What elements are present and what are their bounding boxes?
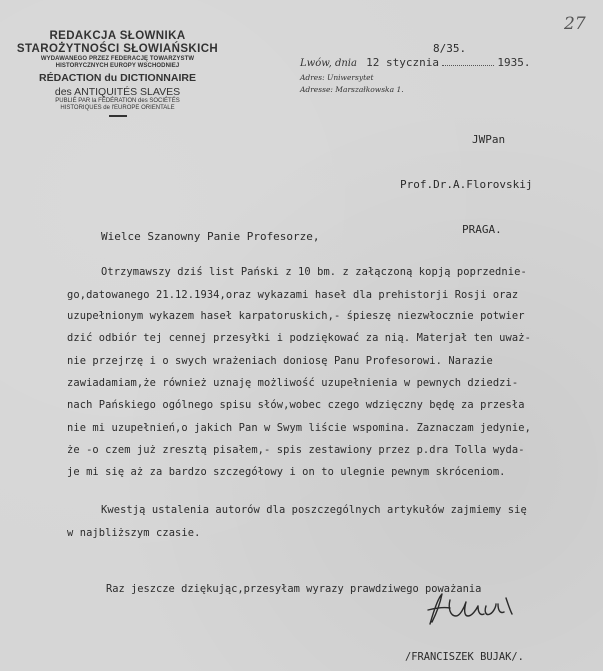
body-line-10: je mi się aż za bardzo szczegółowy i on to ulegnie pewnym skróceniom. (67, 466, 506, 478)
recipient-line3: PRAGA. (462, 223, 502, 236)
letterhead-fr-line1: RÉDACTION du DICTIONNAIRE (39, 72, 196, 85)
body-line-8: nie mi uzupełnień,o jakich Pan w Swym liście wspomina. Zaznaczam jedynie, (67, 422, 531, 434)
address-line2: Adresse: Marszałkowska 1. (300, 85, 404, 94)
address-line1: Adres: Uniwersytet (300, 73, 374, 82)
body-line-4: dzić odbiór tej cennej przesyłki i podziękować za nią. Materjał ten uważ- (67, 332, 531, 344)
letterhead (0, 30, 235, 117)
recipient-block (400, 102, 532, 267)
letterhead-fr-line4: HISTORIQUES de l'EUROPE ORIENTALE (60, 105, 175, 112)
body-line-5: nie przejrzę i o swych wrażeniach doniosę Panu Profesorowi. Narazie (67, 355, 493, 367)
body-line-3: uzupełnionym wykazem haseł karpatoruskich,- śpieszę niezwłocznie potwier (67, 310, 525, 322)
salutation: Wielce Szanowny Panie Profesorze, (101, 230, 320, 243)
letterhead-pl-line3: WYDAWANEGO PRZEZ FEDERACJĘ TOWARZYSTW (40, 56, 195, 63)
sender-address (300, 72, 404, 96)
archive-number: 27 (564, 14, 586, 34)
place-label: Lwów, dnia (300, 58, 357, 69)
reference-number: 8/35. (433, 42, 467, 55)
signer-name: /FRANCISZEK BUJAK/. (405, 651, 524, 663)
letterhead-pl-line4: HISTORYCZNYCH EUROPY WSCHODNIEJ (55, 63, 180, 70)
body-line-9: że -o czem już zresztą pisałem,- spis zestawiony przez p.dra Tolla wyda- (67, 444, 525, 456)
body-line-12: w najbliższym czasie. (67, 527, 201, 539)
date-dots (442, 65, 494, 66)
letterhead-pl-line1: REDAKCJA SŁOWNIKA (49, 30, 186, 42)
place-date (300, 56, 531, 69)
date-year: 1935. (497, 56, 531, 69)
letterhead-rule (109, 115, 127, 117)
body-line-7: nach Pańskiego ogólnego spisu słów,wobec czego wdzięczny będę za przesła (67, 399, 525, 411)
body-line-11: Kwestją ustalenia autorów dla poszczególnych artykułów zajmiemy się (101, 504, 527, 516)
recipient-line2: Prof.Dr.A.Florovskij (400, 178, 533, 191)
handwritten-signature (420, 590, 540, 630)
letterhead-fr-line3: PUBLIÉ PAR la FÉDÉRATION des SOCIÉTÉS (55, 98, 180, 105)
body-line-6: zawiadamiam,że również uznaję możliwość uzupełnienia w pewnych dziedzi- (67, 377, 519, 389)
letterhead-pl-line2: STAROŻYTNOŚCI SŁOWIAŃSKICH (16, 43, 219, 56)
body-line-2: go,datowanego 21.12.1934,oraz wykazami haseł dla prehistorji Rosji oraz (67, 289, 519, 301)
closing: Raz jeszcze dziękując,przesyłam wyrazy prawdziwego poważania (106, 583, 482, 595)
recipient-line1: JWPan (472, 133, 506, 146)
body-line-1: Otrzymawszy dziś list Pański z 10 bm. z załączoną kopją poprzednie- (101, 266, 527, 278)
date-day-month: 12 stycznia (366, 56, 439, 69)
letterhead-fr-line2: des ANTIQUITÉS SLAVES (54, 86, 181, 99)
